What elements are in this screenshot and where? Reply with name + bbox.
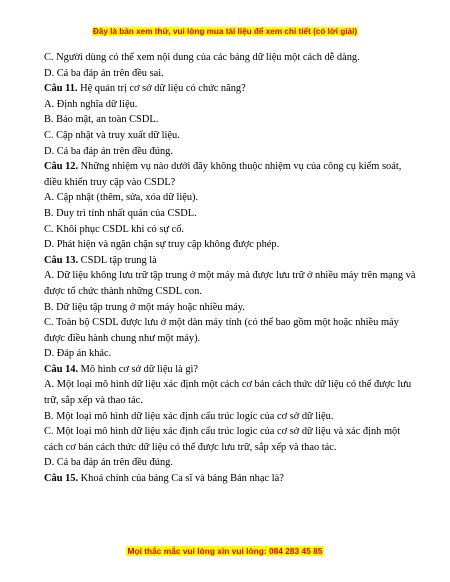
- preview-banner: [0, 27, 450, 37]
- list-item: B. Duy trì tính nhất quán của CSDL.: [44, 207, 197, 219]
- list-item: A. Cập nhật (thêm, sửa, xóa dữ liệu).: [44, 192, 199, 204]
- document-body: [44, 50, 420, 487]
- list-item: A. Định nghĩa dữ liệu.: [44, 98, 138, 110]
- list-item: D. Phát hiện và ngăn chặn sự truy cập không được phép.: [44, 239, 280, 251]
- question-13: Câu 13. CSDL tập trung là: [44, 254, 157, 266]
- preview-banner-text: Đây là bản xem thử, vui lòng mua tài liệu để xem chi tiết (có lời giải): [92, 27, 358, 36]
- list-item: C. Một loại mô hình dữ liệu xác định cấu trúc logic của cơ sở dữ liệu và xác định một cách cơ bản cách thức dữ liệu có thể được lưu trữ, sắp xếp và thao tác.: [44, 426, 401, 453]
- list-item: D. Cả ba đáp án trên đều đúng.: [44, 457, 173, 469]
- contact-footer: [0, 546, 450, 556]
- list-item: A. Một loại mô hình dữ liệu xác định một cách cơ bản cách thức dữ liệu có thể được lưu trữ, sắp xếp và thao tác.: [44, 379, 412, 407]
- list-item: D. Cả ba đáp án trên đều sai.: [44, 67, 164, 79]
- question-14: Câu 14. Mô hình cơ sở dữ liệu là gì?: [44, 363, 199, 375]
- contact-footer-text: Mọi thắc mắc vui lòng xin vui lòng: 084 283 45 85: [127, 546, 323, 556]
- list-item: B. Bảo mật, an toàn CSDL.: [44, 114, 159, 126]
- list-item: A. Dữ liệu không lưu trữ tập trung ở một máy mà được lưu trữ ở nhiều máy trên mạng và được tổ chức thành những CSDL con.: [44, 270, 416, 297]
- list-item: C. Khôi phục CSDL khi có sự cố.: [44, 223, 185, 235]
- list-item: B. Một loại mô hình dữ liệu xác định cấu trúc logic của cơ sở dữ liệu.: [44, 410, 334, 422]
- list-item: D. Cả ba đáp án trên đều đúng.: [44, 145, 173, 157]
- list-item: C. Cập nhật và truy xuất dữ liệu.: [44, 129, 180, 141]
- list-item: B. Dữ liệu tập trung ở một máy hoặc nhiều máy.: [44, 301, 245, 313]
- list-item: C. Toàn bộ CSDL được lưu ở một dàn máy tính (có thể bao gồm một hoặc nhiều máy được điều hành chung như một máy).: [44, 317, 399, 344]
- list-item: D. Đáp án khác.: [44, 348, 112, 360]
- question-11: Câu 11. Hệ quản trị cơ sở dữ liệu có chức năng?: [44, 83, 246, 95]
- question-12: Câu 12. Những nhiệm vụ nào dưới đây không thuộc nhiệm vụ của công cụ kiểm soát, điều khiển truy cập vào CSDL?: [44, 161, 402, 188]
- list-item: C. Người dùng có thể xem nội dung của các bảng dữ liệu một cách dễ dàng.: [44, 52, 360, 63]
- question-15: Câu 15. Khoá chính của bảng Ca sĩ và bảng Bản nhạc là?: [44, 473, 284, 485]
